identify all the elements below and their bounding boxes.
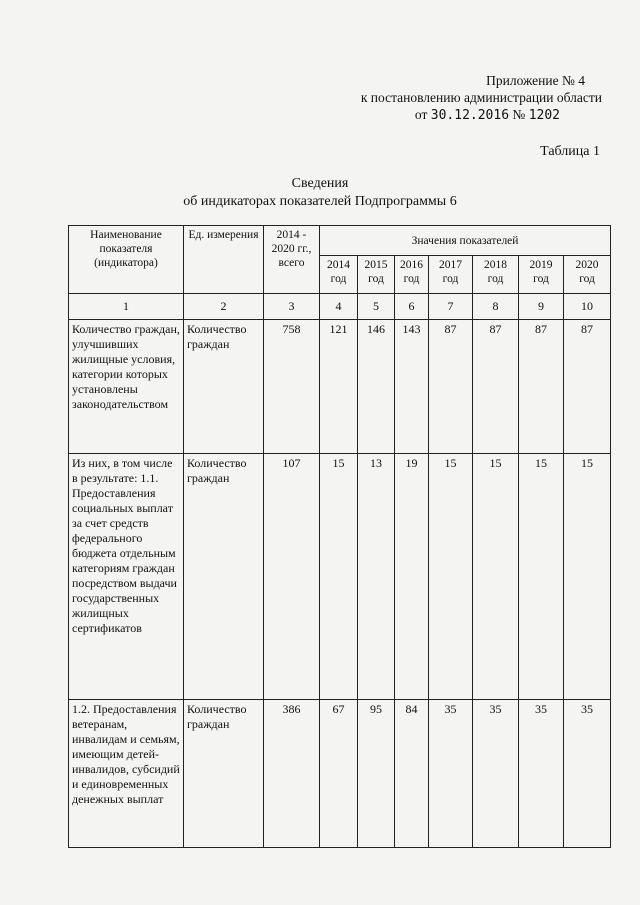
column-numbers-row — [69, 294, 611, 320]
indicator-total: 107 — [264, 454, 320, 700]
indicator-value: 87 — [564, 320, 611, 454]
indicator-value: 35 — [564, 700, 611, 848]
table-label: Таблица 1 — [540, 144, 600, 159]
header-year: 2020 год — [564, 256, 611, 294]
header-year: 2018 год — [473, 256, 519, 294]
document-subtitle: об индикаторах показателей Подпрограммы 6 — [183, 194, 457, 209]
header-year: 2019 год — [519, 256, 564, 294]
indicator-total: 386 — [264, 700, 320, 848]
column-number: 10 — [564, 294, 611, 320]
indicator-unit: Количество граждан — [184, 454, 264, 700]
column-number: 3 — [264, 294, 320, 320]
indicator-value: 35 — [429, 700, 473, 848]
indicator-name: Из них, в том числе в результате: 1.1. Предоставления социальных выплат за счет средств федерального бюджета отдельным категориям граждан посредством выдачи государственных жилищных сертификатов — [69, 454, 184, 700]
indicator-value: 67 — [320, 700, 358, 848]
indicator-value: 87 — [519, 320, 564, 454]
date-prefix: от — [414, 107, 428, 122]
header-year: 2015 год — [358, 256, 395, 294]
number-label: № — [512, 107, 526, 122]
column-number: 2 — [184, 294, 264, 320]
header-values-group: Значения показателей — [320, 226, 611, 256]
header-year: 2017 год — [429, 256, 473, 294]
indicator-unit: Количество граждан — [184, 700, 264, 848]
decree-date: 30.12.2016 — [430, 108, 510, 123]
indicators-table — [68, 225, 611, 848]
indicator-value: 15 — [429, 454, 473, 700]
header-unit: Ед. измерения — [184, 226, 264, 294]
indicator-value: 15 — [473, 454, 519, 700]
decree-date-number — [415, 106, 560, 124]
indicator-value: 15 — [320, 454, 358, 700]
indicator-value: 121 — [320, 320, 358, 454]
column-number: 9 — [519, 294, 564, 320]
indicator-value: 87 — [429, 320, 473, 454]
indicator-total: 758 — [264, 320, 320, 454]
table-row — [69, 454, 611, 700]
indicator-value: 87 — [473, 320, 519, 454]
column-number: 4 — [320, 294, 358, 320]
table-row — [69, 320, 611, 454]
header-total: 2014 - 2020 гг., всего — [264, 226, 320, 294]
column-number: 6 — [395, 294, 429, 320]
indicator-name: Количество граждан, улучшивших жилищные условия, категории которых установлены законодательством — [69, 320, 184, 454]
header-year: 2016 год — [395, 256, 429, 294]
indicator-value: 35 — [519, 700, 564, 848]
column-number: 1 — [69, 294, 184, 320]
document-title: Сведения — [291, 176, 349, 191]
table-row — [69, 700, 611, 848]
indicator-value: 15 — [519, 454, 564, 700]
column-number: 7 — [429, 294, 473, 320]
indicator-unit: Количество граждан — [184, 320, 264, 454]
decree-reference: к постановлению администрации области — [360, 90, 602, 105]
header-year: 2014 год — [320, 256, 358, 294]
indicator-value: 146 — [358, 320, 395, 454]
decree-number: 1202 — [528, 108, 560, 123]
appendix-title: Приложение № 4 — [486, 73, 585, 88]
indicator-value: 15 — [564, 454, 611, 700]
indicator-value: 19 — [395, 454, 429, 700]
indicator-name: 1.2. Предоставления ветеранам, инвалидам и семьям, имеющим детей-инвалидов, субсидий и единовременных денежных выплат — [69, 700, 184, 848]
indicator-value: 13 — [358, 454, 395, 700]
header-indicator-name: Наименование показателя (индикатора) — [69, 226, 184, 294]
indicator-value: 95 — [358, 700, 395, 848]
indicator-value: 143 — [395, 320, 429, 454]
indicator-value: 84 — [395, 700, 429, 848]
column-number: 5 — [358, 294, 395, 320]
indicator-value: 35 — [473, 700, 519, 848]
column-number: 8 — [473, 294, 519, 320]
